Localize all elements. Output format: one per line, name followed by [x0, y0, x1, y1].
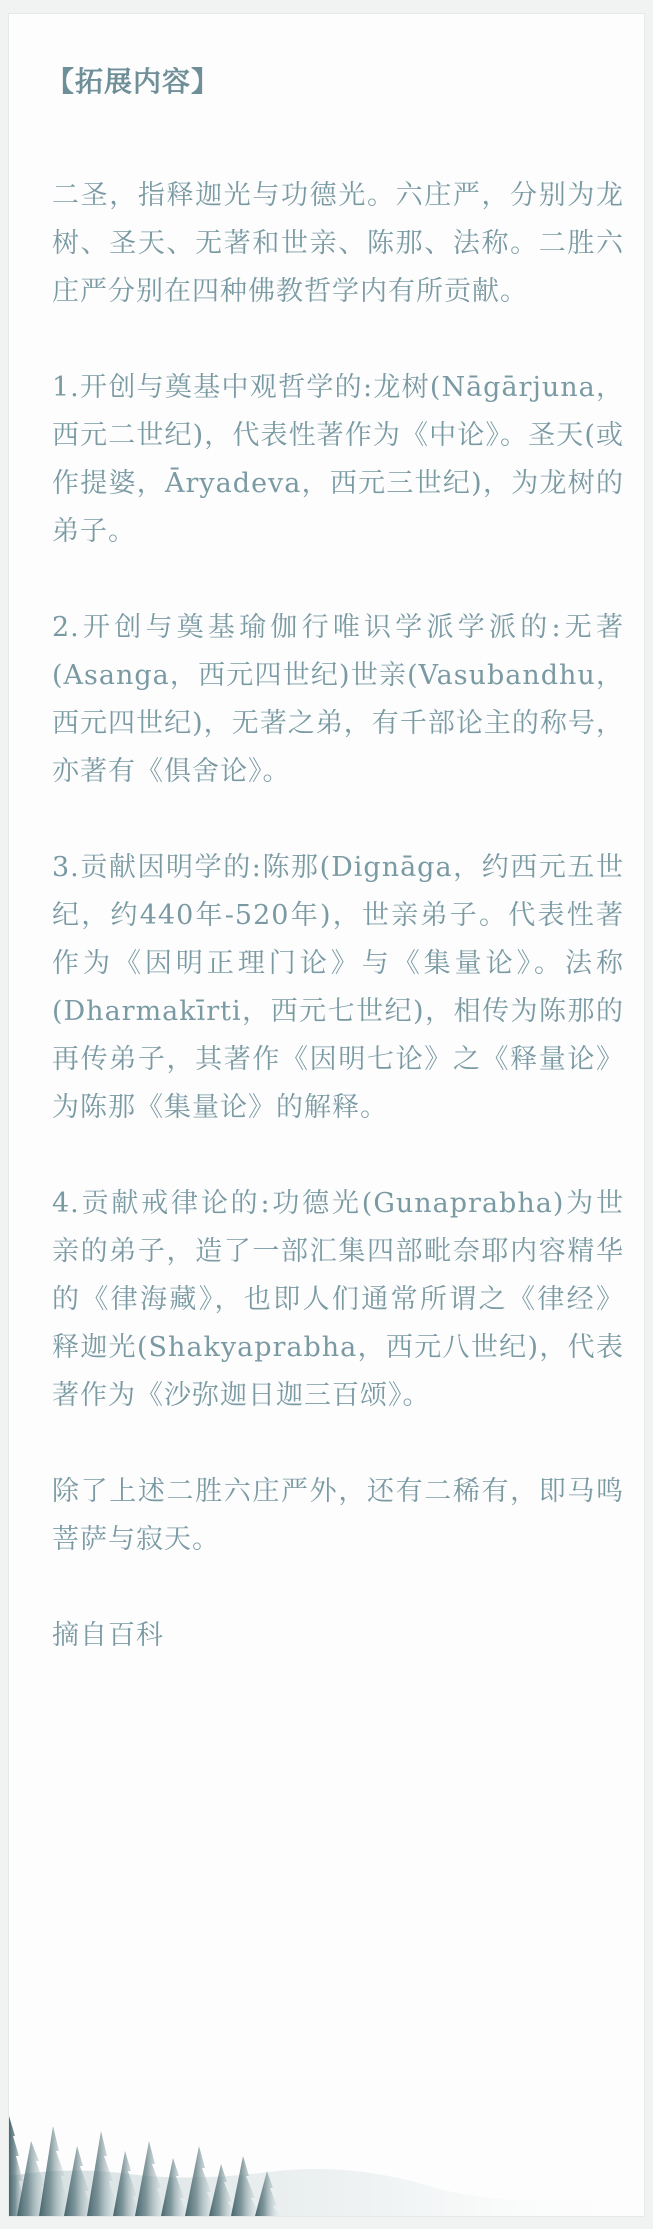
- article-content: [46, 62, 624, 1660]
- yogacara-paragraph: 2.开创与奠基瑜伽行唯识学派学派的:无著(Asanga，西元四世纪)世亲(Vasubandhu，西元四世纪)，无著之弟，有千部论主的称号，亦著有《俱舍论》。: [52, 612, 624, 787]
- source-note: 摘自百科: [52, 1620, 164, 1651]
- forest-silhouette-icon: [9, 2096, 645, 2216]
- closing-paragraph: 除了上述二胜六庄严外，还有二稀有，即马鸣菩萨与寂天。: [52, 1476, 624, 1555]
- section-heading: 【拓展内容】: [46, 65, 221, 98]
- vinaya-paragraph: 4.贡献戒律论的:功德光(Gunaprabha)为世亲的弟子，造了一部汇集四部毗奈耶内容精华的《律海藏》，也即人们通常所谓之《律经》释迦光(Shakyaprabha，西元八世纪)，代表著作为《沙弥迦日迦三百颂》。: [52, 1188, 624, 1411]
- intro-paragraph: 二圣，指释迦光与功德光。六庄严，分别为龙树、圣天、无著和世亲、陈那、法称。二胜六庄严分别在四种佛教哲学内有所贡献。: [52, 180, 624, 307]
- pramana-paragraph: 3.贡献因明学的:陈那(Dignāga，约西元五世纪，约440年-520年)，世亲弟子。代表性著作为《因明正理门论》与《集量论》。法称(Dharmakīrti，西元七世纪)，相传为陈那的再传弟子，其著作《因明七论》之《释量论》为陈那《集量论》的解释。: [52, 852, 624, 1123]
- madhyamaka-paragraph: 1.开创与奠基中观哲学的:龙树(Nāgārjuna，西元二世纪)，代表性著作为《中论》。圣天(或作提婆，Āryadeva，西元三世纪)，为龙树的弟子。: [52, 372, 624, 547]
- article-card: [8, 13, 645, 2217]
